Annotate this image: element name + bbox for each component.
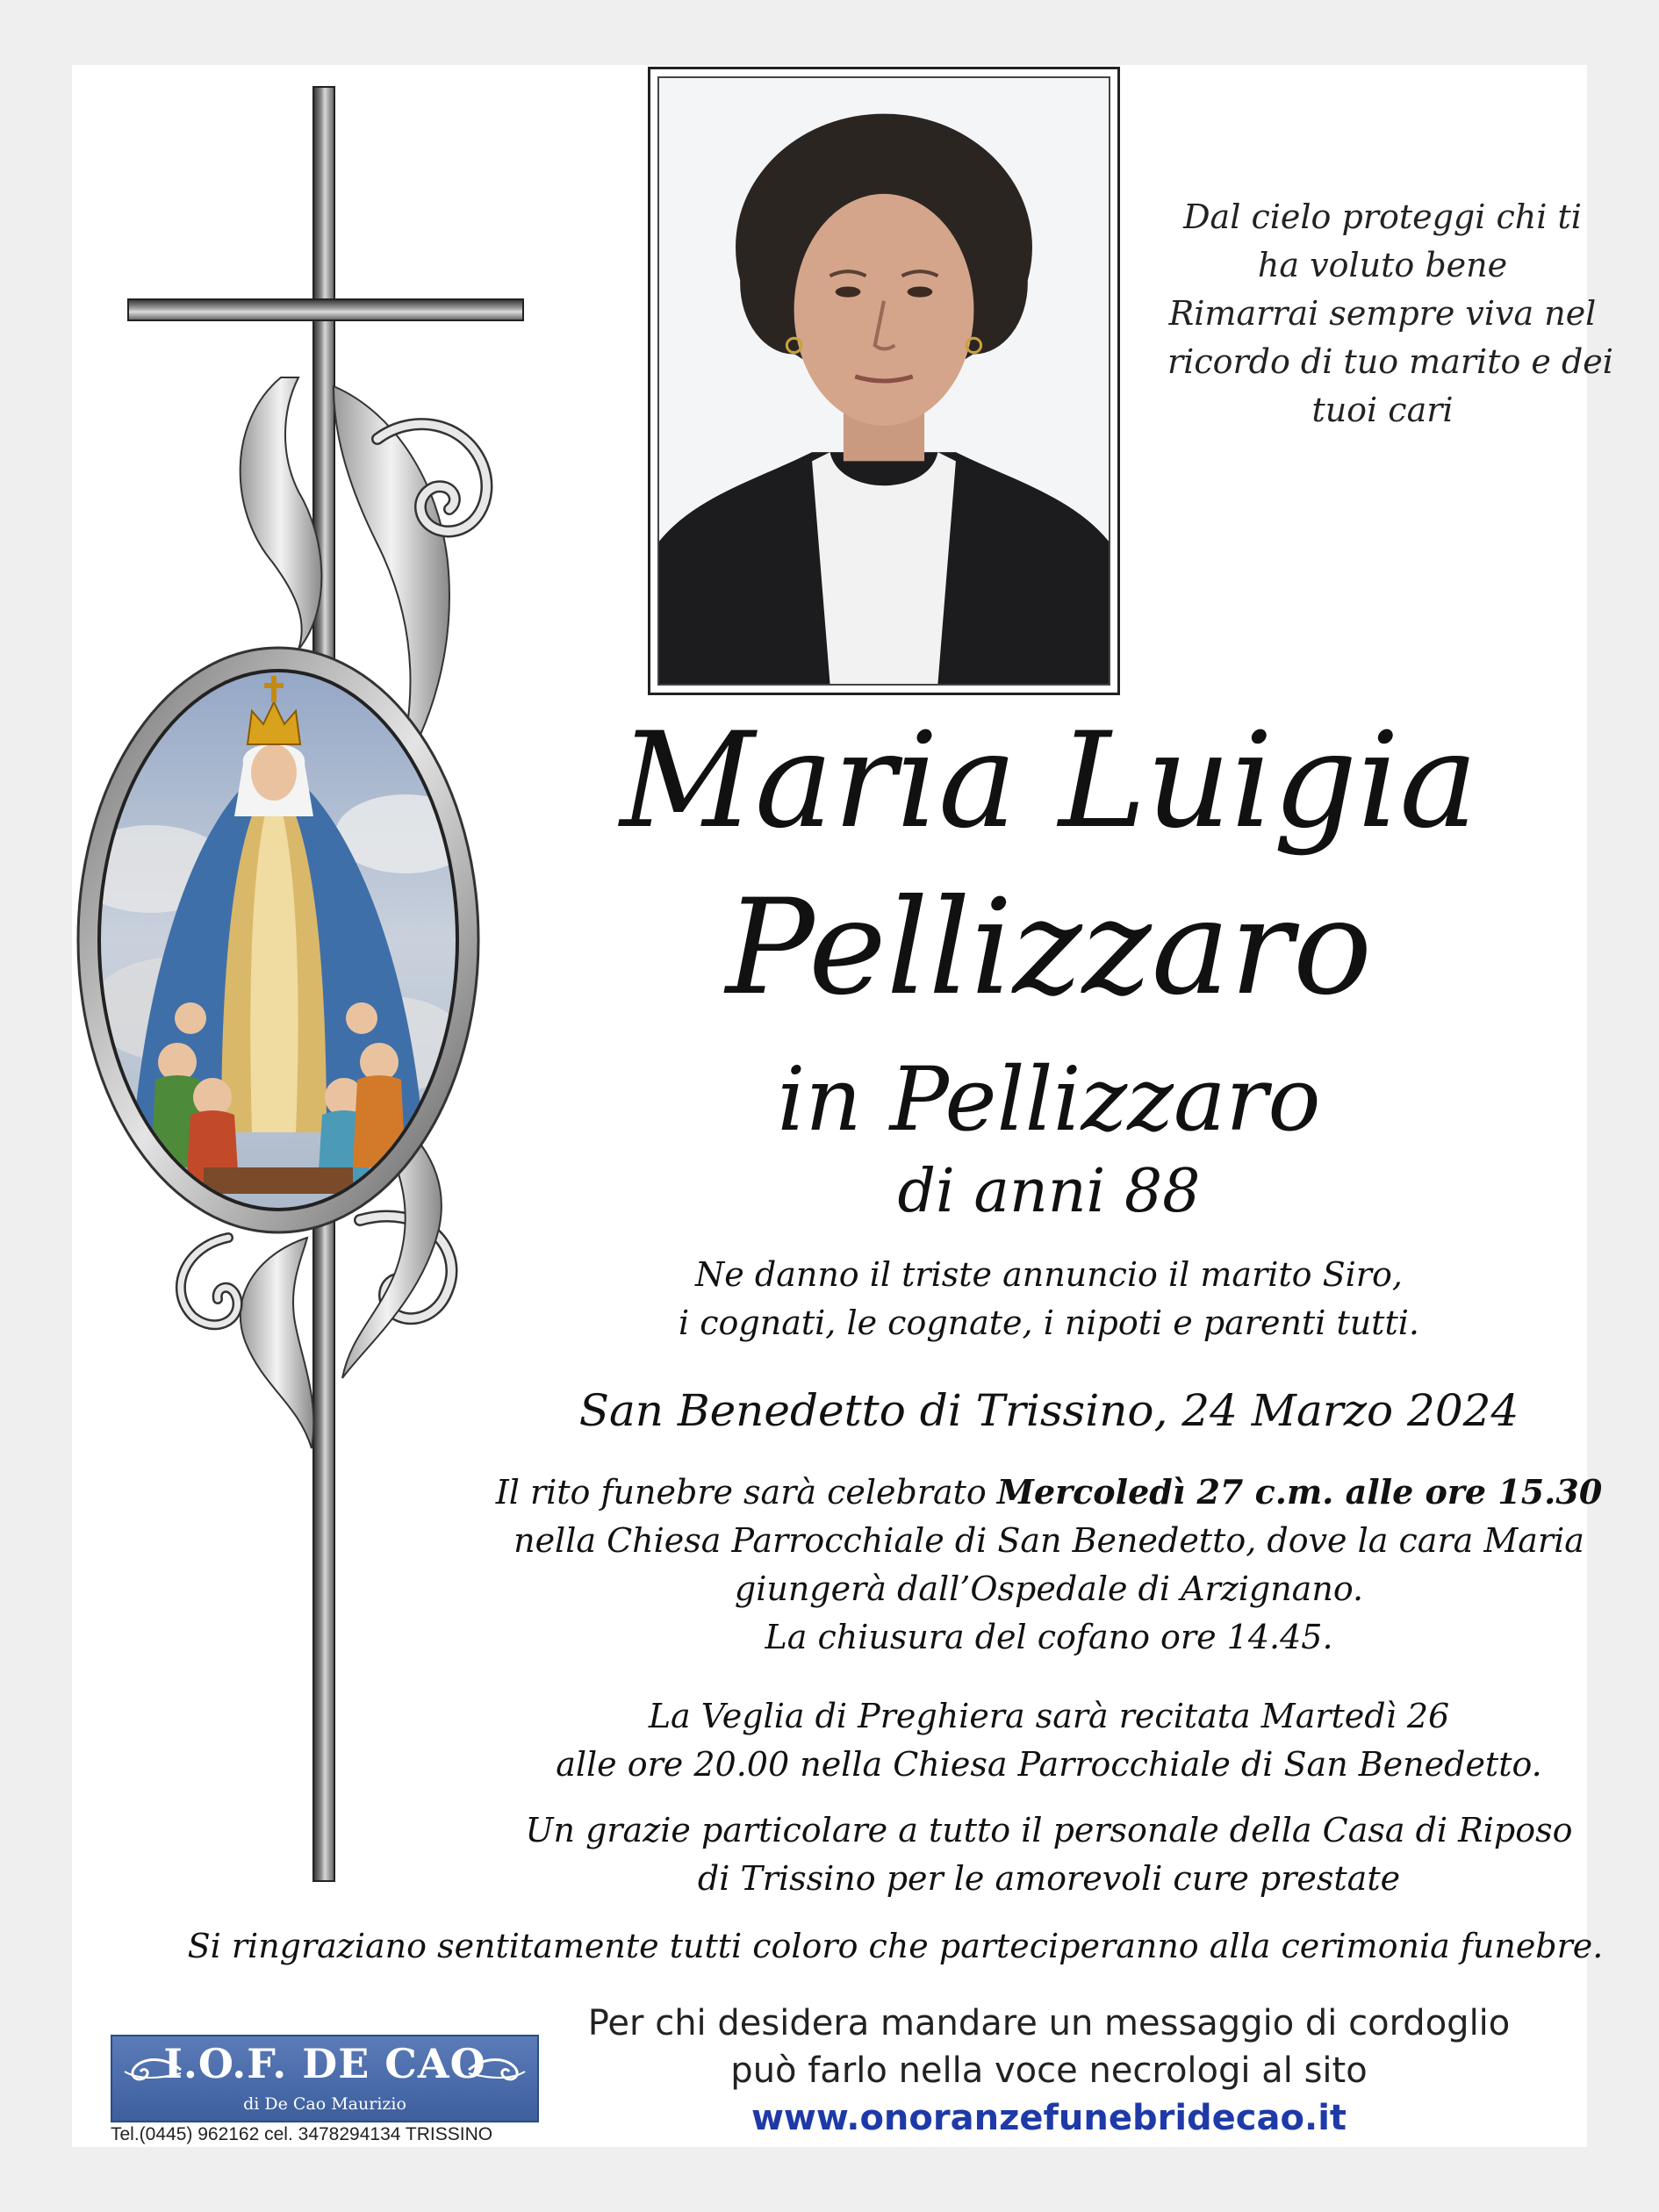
memorial-quote <box>1167 193 1613 434</box>
vigil-line: La Veglia di Preghiera sarà recitata Martedì 26 <box>648 1697 1450 1735</box>
vigil-line: alle ore 20.00 nella Chiesa Parrocchiale di San Benedetto. <box>556 1745 1542 1784</box>
deceased-first-names: Maria Luigia <box>620 705 1478 858</box>
funeral-details <box>492 1468 1606 1662</box>
agency-contacts: Tel.(0445) 962162 cel. 3478294134 TRISSINO <box>111 2124 493 2144</box>
portrait-photo <box>657 76 1110 686</box>
gratitude-note <box>492 1806 1606 1903</box>
announcement-line: i cognati, le cognate, i nipoti e parenti tutti. <box>679 1304 1419 1342</box>
agency-logo <box>111 2035 539 2122</box>
funeral-intro: Il rito funebre sarà celebrato <box>495 1473 997 1512</box>
funeral-line-2: nella Chiesa Parrocchiale di San Benedetto, dove la cara Maria <box>514 1521 1584 1560</box>
funeral-line-1 <box>492 1468 1606 1517</box>
condolence-line-1: Per chi desidera mandare un messaggio di cordoglio <box>587 2003 1511 2043</box>
portrait-photo-frame <box>648 67 1120 695</box>
cross-horizontal-bar <box>127 298 524 321</box>
condolence-info <box>544 2000 1554 2142</box>
announcement-line: Ne danno il triste annuncio il marito Siro, <box>695 1255 1403 1294</box>
agency-name: I.O.F. DE CAO <box>163 2040 486 2087</box>
family-announcement <box>562 1251 1536 1347</box>
quote-line: ricordo di tuo marito e dei <box>1167 342 1613 381</box>
deceased-surname: Pellizzaro <box>725 872 1373 1024</box>
condolence-line-2: può farlo nella voce necrologi al sito <box>730 2050 1368 2091</box>
right-flourish-icon <box>467 2052 528 2087</box>
deceased-married-name: in Pellizzaro <box>777 1048 1321 1151</box>
quote-line: Rimarrai sempre viva nel <box>1168 294 1597 333</box>
quote-line: Dal cielo proteggi chi ti <box>1183 198 1582 236</box>
agency-subtitle: di De Cao Maurizio <box>243 2094 406 2114</box>
place-and-date: San Benedetto di Trissino, 24 Marzo 2024 <box>578 1385 1519 1436</box>
thanks-all: Si ringraziano sentitamente tutti coloro che parteciperanno alla cerimonia funebre. <box>187 1927 1604 1965</box>
gratitude-line: di Trissino per le amorevoli cure prestate <box>697 1859 1401 1898</box>
funeral-date-time: Mercoledì 27 c.m. alle ore 15.30 <box>996 1472 1603 1512</box>
madonna-medallion-image <box>72 641 485 1239</box>
funeral-line-3: giungerà dall’Ospedale di Arzignano. <box>734 1569 1364 1608</box>
gratitude-line: Un grazie particolare a tutto il personale della Casa di Riposo <box>525 1811 1573 1849</box>
deceased-age: di anni 88 <box>897 1157 1201 1226</box>
quote-line: ha voluto bene <box>1257 246 1508 284</box>
prayer-vigil-details <box>492 1692 1606 1789</box>
funeral-line-4: La chiusura del cofano ore 14.45. <box>765 1618 1333 1656</box>
quote-line: tuoi cari <box>1311 391 1454 429</box>
website-link[interactable]: www.onoranzefunebridecao.it <box>750 2098 1347 2138</box>
